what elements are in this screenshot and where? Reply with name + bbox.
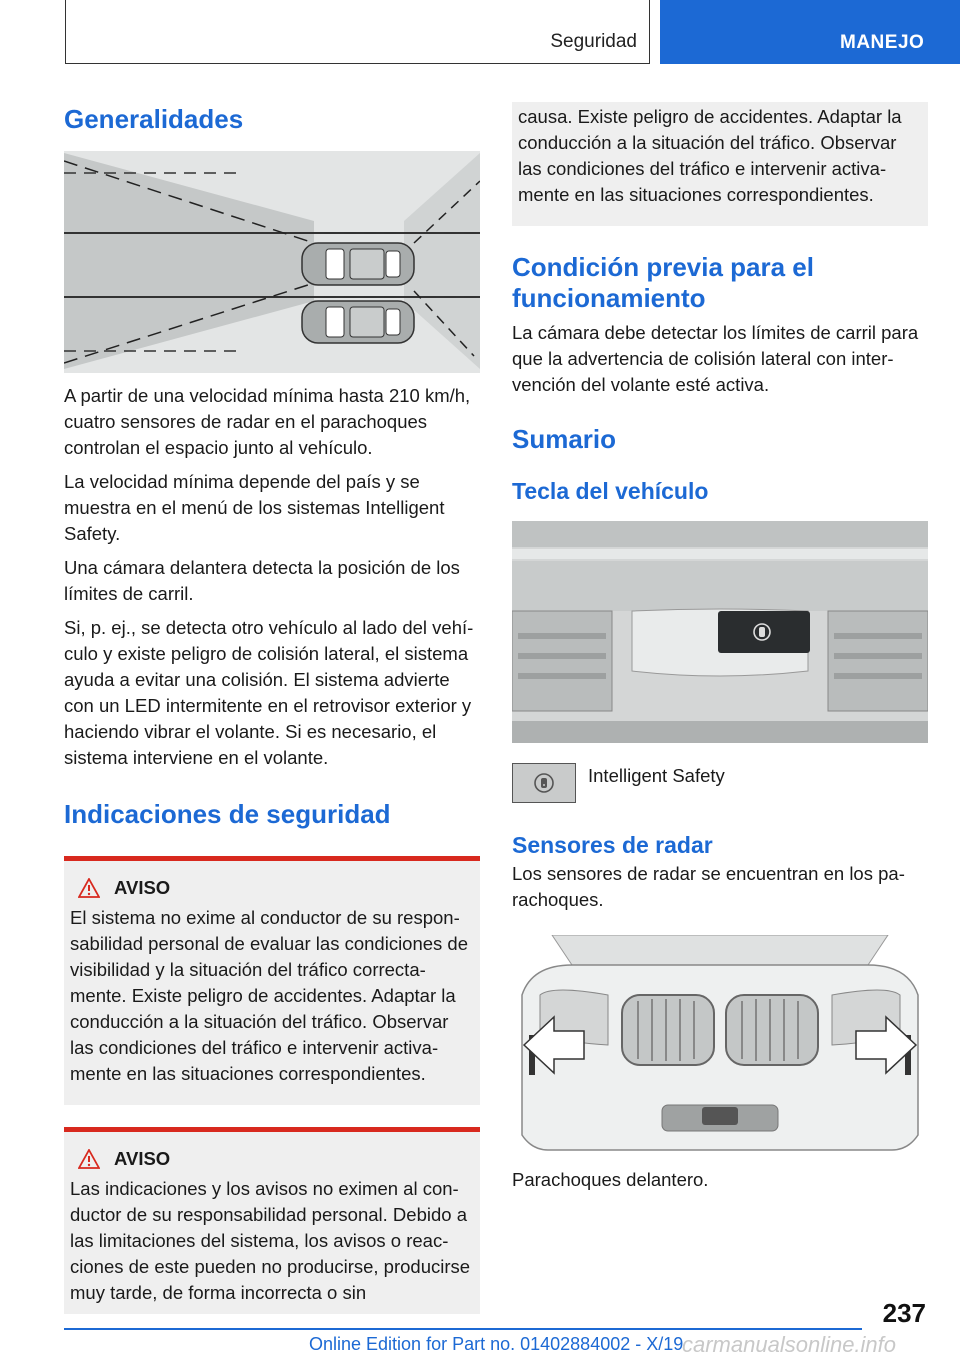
- dashboard-illustration: [512, 521, 928, 743]
- bumper-illustration: [512, 935, 928, 1157]
- footer-divider: [64, 1328, 862, 1330]
- warning-continuation-box: [512, 102, 928, 226]
- car-top-icon-2: [302, 301, 414, 343]
- header-chapter-label: MANEJO: [840, 32, 925, 53]
- heading-condicion: Condición previa para el funcionamiento: [512, 252, 814, 313]
- warning-title-1: AVISO: [114, 877, 171, 898]
- header-chapter-tab[interactable]: [660, 0, 960, 64]
- footer-edition: Online Edition for Part no. 01402884002 - X/19: [309, 1334, 684, 1354]
- car-top-icon: [302, 243, 414, 285]
- watermark: carmanualsonline.info: [682, 1332, 897, 1357]
- header-section-title: Seguridad: [550, 31, 637, 52]
- intelligent-safety-row: [512, 763, 928, 803]
- para-collision: Si, p. ej., se detecta otro vehículo al lado del vehículo y existe peligro de colisión lateral, el sistema ayuda a evitar una colisión. El sistema advierte con un LED intermitente en el retrovisor exterior y haciendo vibrar el volante. Si es necesario, el sistema interviene en el volante.: [64, 617, 474, 768]
- para-condicion: La cámara debe detectar los límites de carril para que la advertencia de colisión lateral con intervención del volante esté activa.: [512, 322, 919, 395]
- heading-tecla: Tecla del vehículo: [512, 478, 709, 504]
- intelligent-safety-icon: [512, 763, 576, 803]
- left-column: [64, 100, 480, 1314]
- heading-sensores: Sensores de radar: [512, 832, 713, 858]
- bumper-figure: [512, 935, 928, 1157]
- page-number: 237: [882, 1298, 926, 1328]
- para-sensores: Los sensores de radar se encuentran en los parachoques.: [512, 863, 905, 910]
- warning-title-2: AVISO: [114, 1148, 171, 1169]
- heading-sumario: Sumario: [512, 424, 617, 454]
- lane-diagram-figure: [64, 151, 480, 373]
- intelligent-safety-label: Intelligent Safety: [588, 765, 725, 786]
- lane-diagram: [64, 151, 480, 373]
- warning-triangle-icon: [78, 878, 100, 898]
- warning-triangle-icon: [78, 1149, 100, 1169]
- heading-indicaciones: Indicaciones de seguridad: [64, 799, 391, 829]
- warning-text-2: Las indicaciones y los avisos no eximen al conductor de su responsabilidad personal. Debido a las limitaciones del sistema, los avisos o reacciones de este pueden no producirse, producirse muy tarde, de forma incorrecta o sin: [70, 1178, 471, 1303]
- warning-text-1: El sistema no exime al conductor de su responsabilidad personal de evaluar las condiciones de visibilidad y la situación del tráfico correctamente. Existe peligro de accidentes. Adaptar la conducción a la situación del tráfico. Observar las condiciones del tráfico e intervenir activamente en las situaciones correspondientes.: [70, 907, 469, 1084]
- header-section-box: [65, 0, 650, 64]
- caption-bumper: Parachoques delantero.: [512, 1169, 709, 1190]
- warning-box-2: [64, 1127, 480, 1314]
- heading-generalidades: Generalidades: [64, 104, 244, 134]
- right-column: [512, 102, 928, 1193]
- warning-continuation-text: causa. Existe peligro de accidentes. Adaptar la conducción a la situación del tráfico. Observar las condiciones del tráfico e intervenir activamente en las situaciones correspondientes.: [518, 106, 902, 205]
- para-velocity: A partir de una velocidad mínima hasta 210 km/h, cuatro sensores de radar en el parachoques controlan el espacio junto al vehículo.: [64, 385, 471, 458]
- warning-box-1: [64, 856, 480, 1105]
- dashboard-button-figure: [512, 521, 928, 743]
- para-min-velocity: La velocidad mínima depende del país y se muestra en el menú de los sistemas Intelligent Safety.: [64, 471, 445, 544]
- para-camera: Una cámara delantera detecta la posición de los límites de carril.: [64, 557, 460, 604]
